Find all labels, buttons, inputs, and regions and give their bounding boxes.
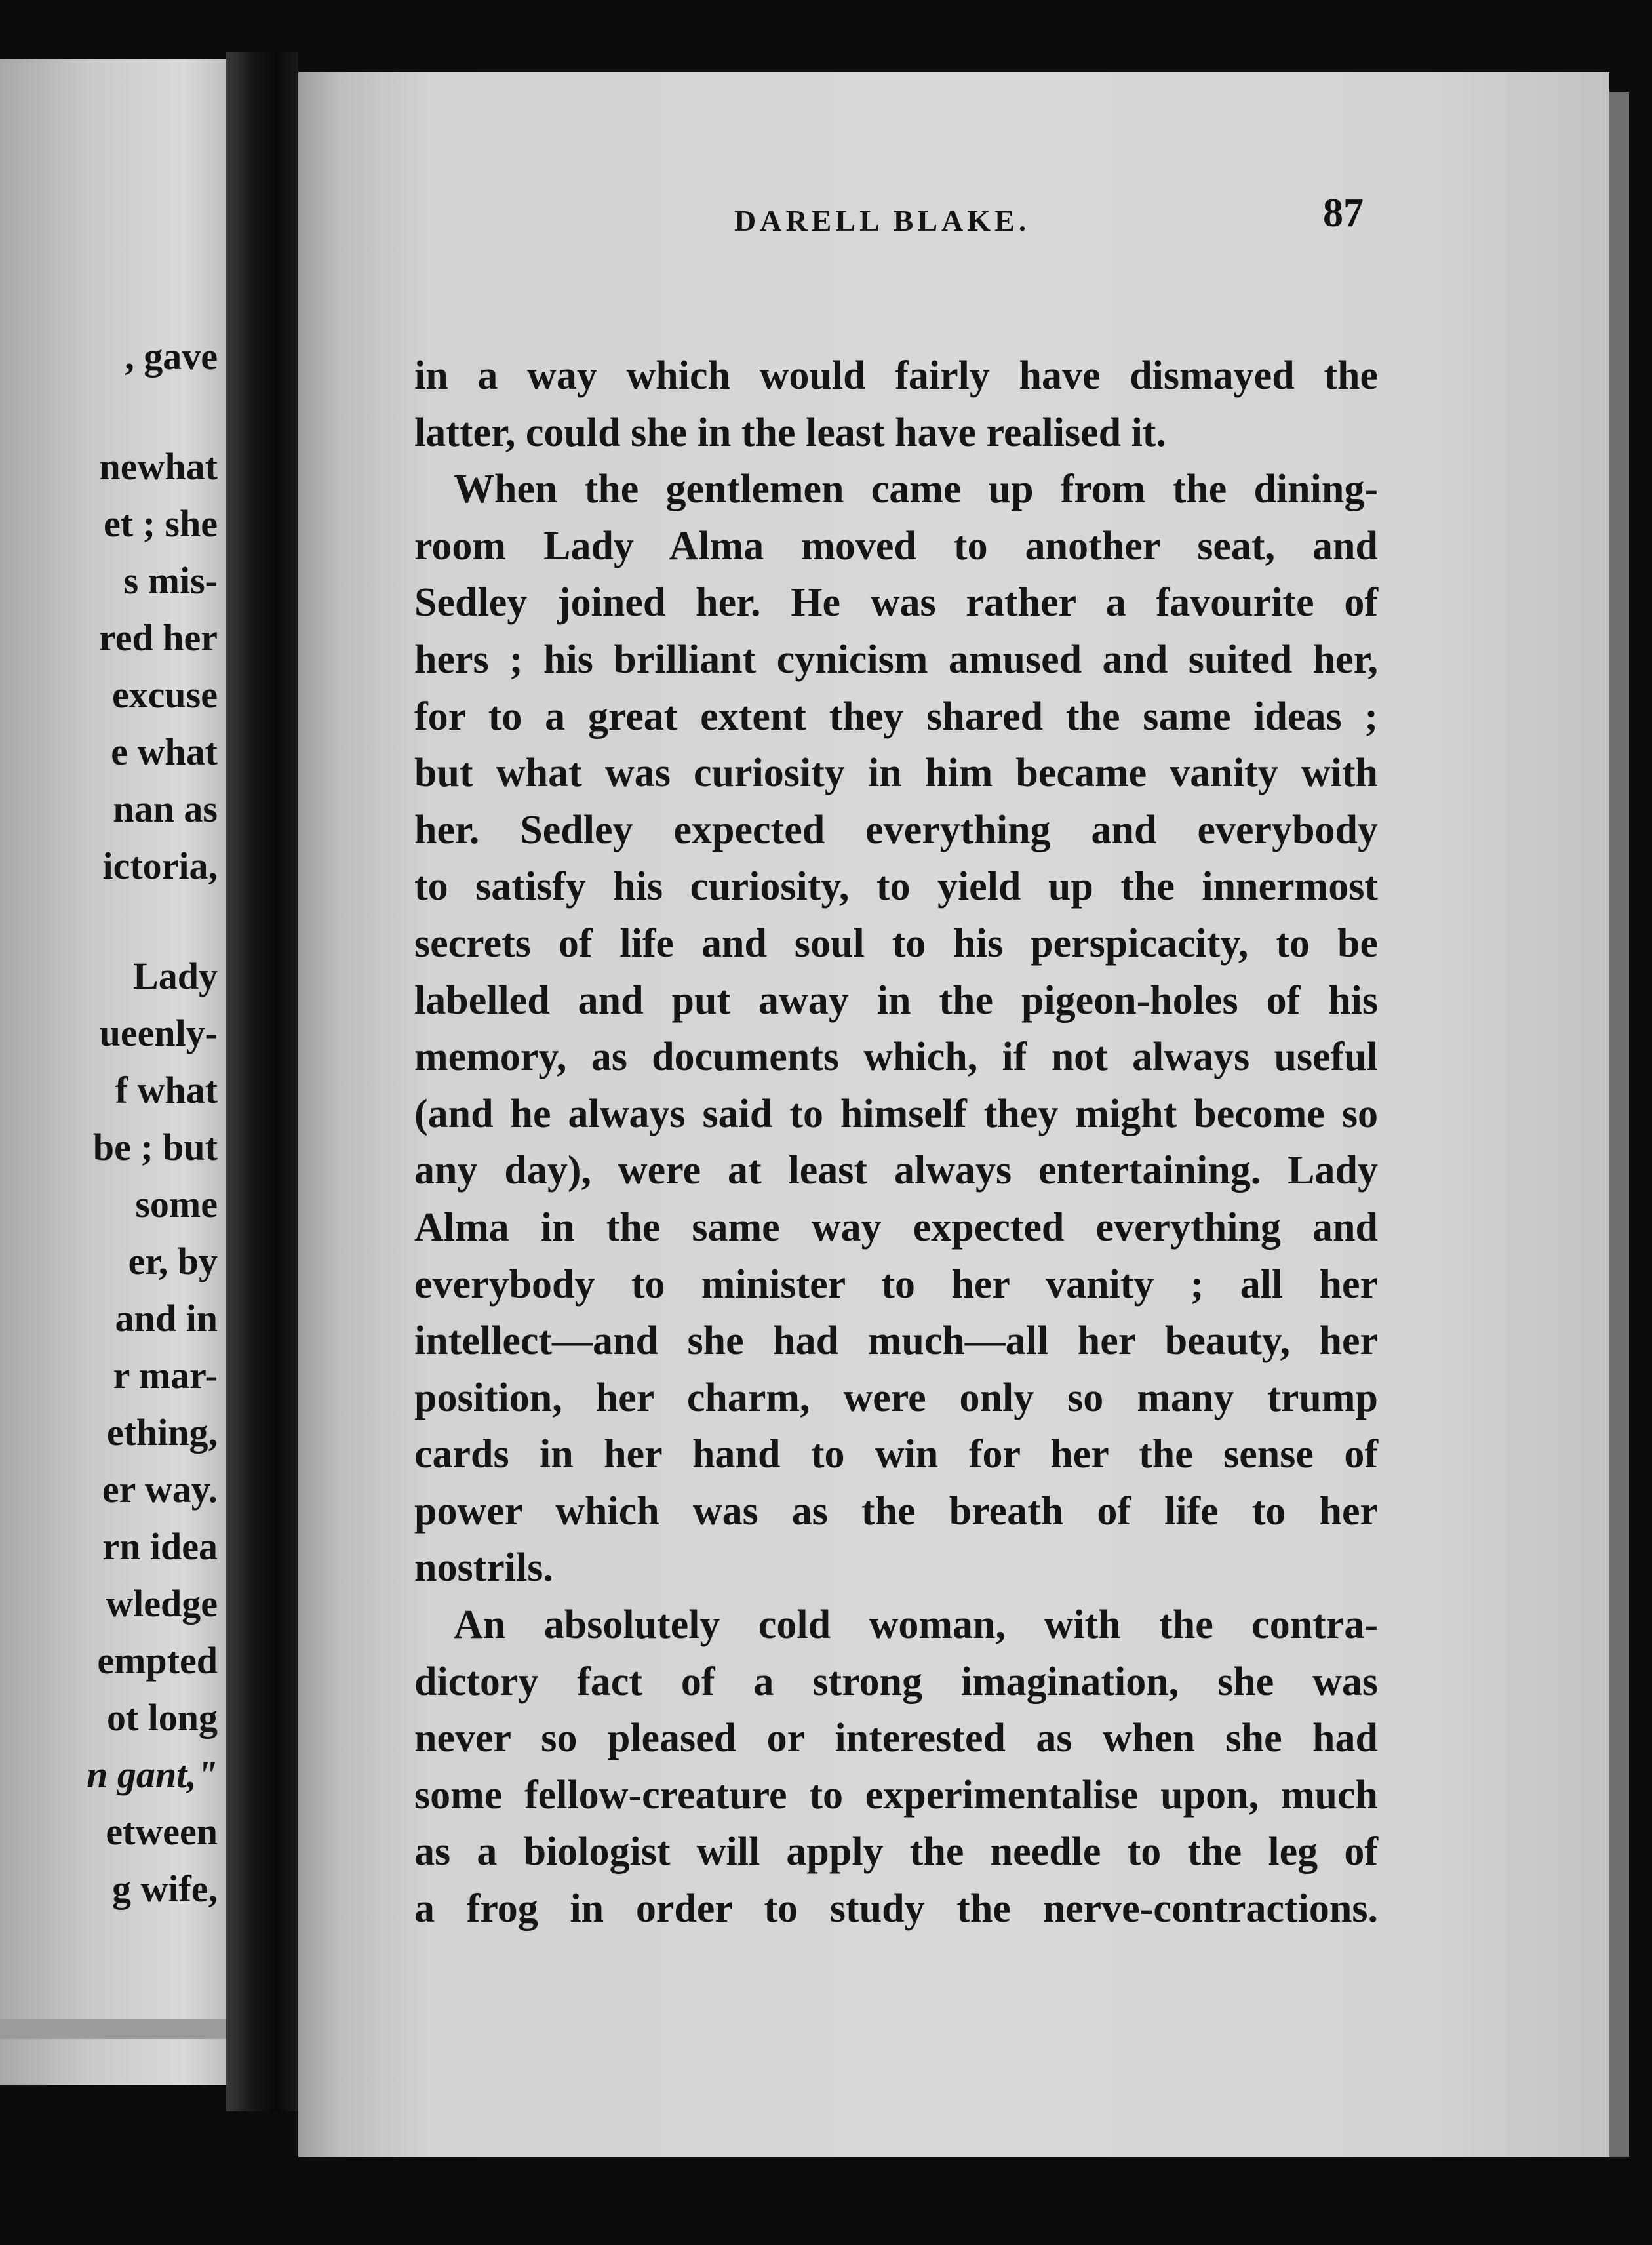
text-line: (and he always said to himself they might become so — [414, 1091, 1378, 1136]
text-line: everybody to minister to her vanity ; all her — [414, 1262, 1378, 1307]
left-page-fragment: red her — [99, 616, 218, 659]
left-page-fragment: n gant," — [87, 1753, 218, 1796]
left-page-fragment: newhat — [99, 445, 218, 488]
left-page-fragment: er way. — [102, 1468, 218, 1511]
text-line: dictory fact of a strong imagination, she was — [414, 1659, 1378, 1704]
running-head: DARELL BLAKE. — [734, 204, 1031, 237]
text-line: in a way which would fairly have dismayed the — [414, 353, 1378, 398]
left-page-fragment: ueenly- — [99, 1012, 218, 1054]
left-page-fragment: some — [135, 1183, 218, 1225]
left-page-fragment: rn idea — [102, 1525, 218, 1568]
left-page-fragment: nan as — [113, 787, 218, 830]
left-page-fragment: be ; but — [92, 1126, 218, 1168]
text-line: hers ; his brilliant cynicism amused and suited her, — [414, 637, 1378, 682]
text-line: to satisfy his curiosity, to yield up the innermost — [414, 864, 1378, 909]
text-line: cards in her hand to win for her the sense of — [414, 1432, 1378, 1477]
left-page-fragment: etween — [106, 1810, 218, 1853]
text-line: Alma in the same way expected everything and — [414, 1204, 1378, 1250]
text-line: for to a great extent they shared the same ideas ; — [414, 694, 1378, 739]
left-page-fragment: er, by — [128, 1240, 218, 1282]
text-line: Sedley joined her. He was rather a favourite of — [414, 580, 1378, 626]
text-line: any day), were at least always entertaining. Lady — [414, 1148, 1378, 1193]
page-body — [414, 348, 1378, 1937]
left-page-fragment: r mar- — [113, 1354, 218, 1397]
left-page-fragment: ictoria, — [102, 844, 218, 887]
left-page-fragment: et ; she — [104, 502, 218, 545]
text-line: nostrils. — [414, 1545, 553, 1591]
text-line: intellect—and she had much—all her beauty, her — [414, 1319, 1378, 1364]
left-page-fragment: , gave — [125, 335, 218, 378]
page-edge — [1609, 92, 1629, 2157]
text-line: secrets of life and soul to his perspicacity, to be — [414, 921, 1378, 966]
previous-page — [0, 59, 229, 2085]
text-line: her. Sedley expected everything and everybody — [414, 807, 1378, 852]
page-number: 87 — [1323, 191, 1364, 235]
text-line: a frog in order to study the nerve-contractions. — [414, 1886, 1378, 1932]
book-gutter — [226, 52, 298, 2111]
left-page-fragment: Lady — [133, 955, 218, 997]
text-line: room Lady Alma moved to another seat, and — [414, 523, 1378, 568]
left-page-fragment: ething, — [106, 1411, 218, 1454]
text-line: but what was curiosity in him became vanity with — [414, 751, 1378, 796]
text-line: labelled and put away in the pigeon-holes of his — [414, 978, 1378, 1023]
text-line: memory, as documents which, if not always useful — [414, 1035, 1378, 1080]
left-page-fragment: f what — [115, 1069, 218, 1111]
left-page-fragment: s mis- — [123, 559, 218, 602]
text-line: When the gentlemen came up from the dining- — [454, 467, 1378, 512]
text-line: power which was as the breath of life to her — [414, 1488, 1378, 1534]
left-page-fragment: wledge — [106, 1582, 218, 1625]
left-page-fragment: g wife, — [111, 1867, 218, 1910]
text-line: latter, could she in the least have realised it. — [414, 410, 1166, 455]
text-line: never so pleased or interested as when she had — [414, 1716, 1378, 1761]
left-page-fragment: excuse — [111, 673, 218, 716]
left-page-fragment: ot long — [106, 1696, 218, 1739]
text-line: some fellow-creature to experimentalise upon, much — [414, 1772, 1378, 1818]
left-page-fragment: empted — [97, 1639, 218, 1682]
left-page-fragment: and in — [115, 1297, 218, 1340]
previous-page-edge — [0, 2019, 229, 2039]
text-line: An absolutely cold woman, with the contra- — [454, 1602, 1378, 1648]
left-page-fragment: e what — [111, 730, 218, 773]
text-line: as a biologist will apply the needle to the leg of — [414, 1829, 1378, 1875]
text-line: position, her charm, were only so many trump — [414, 1375, 1378, 1420]
